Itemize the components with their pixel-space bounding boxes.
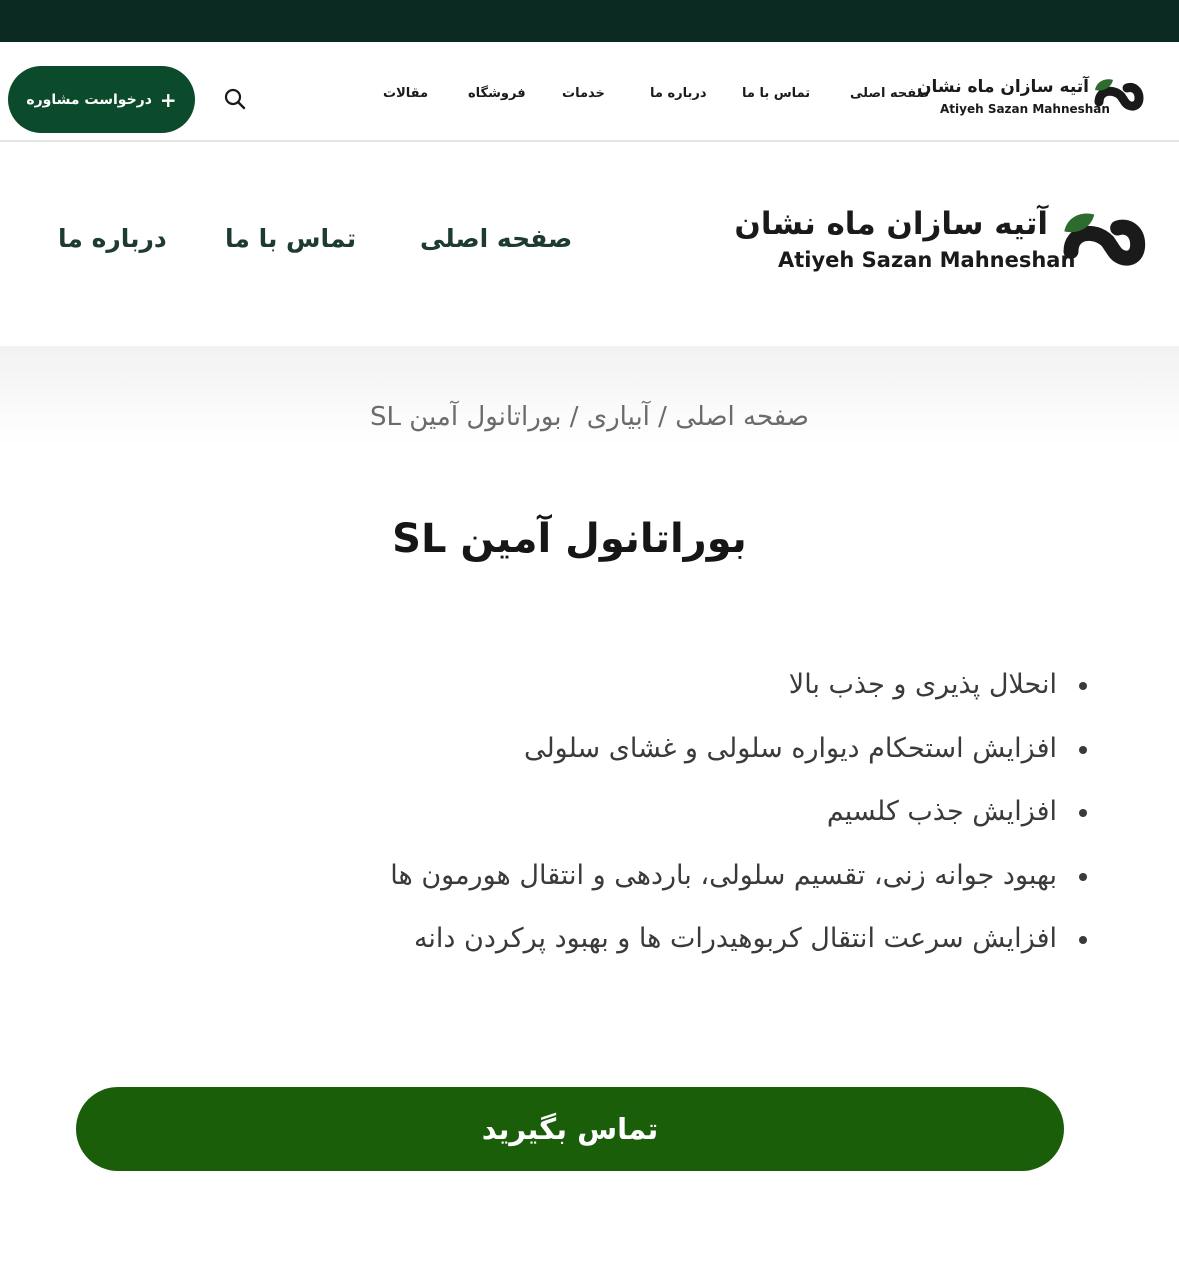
nav-item-services[interactable]: خدمات (562, 86, 605, 101)
plus-icon: + (159, 87, 177, 112)
nav-item-about[interactable]: درباره ما (650, 86, 707, 101)
logo-large-name-fa: آتیه سازان ماه نشان (734, 206, 1048, 242)
list-item (289, 914, 1089, 978)
site-header (0, 42, 1179, 142)
bullet-icon (1079, 746, 1087, 754)
bullet-icon (1079, 936, 1087, 944)
consultation-request-button[interactable] (8, 66, 195, 133)
top-strip (0, 0, 1179, 42)
big-nav-item-about[interactable]: درباره ما (58, 224, 167, 253)
breadcrumb[interactable]: صفحه اصلی / آبیاری / بوراتانول آمین SL (370, 402, 809, 432)
bullet-icon (1079, 809, 1087, 817)
logo-name-en: Atiyeh Sazan Mahneshan (940, 102, 1110, 116)
feature-text: افزایش استحکام دیواره سلولی و غشای سلولی (523, 732, 1057, 764)
bullet-icon (1079, 873, 1087, 881)
nav-item-contact[interactable]: تماس با ما (742, 86, 811, 101)
list-item (289, 851, 1089, 915)
site-logo-large[interactable] (734, 202, 1166, 282)
site-logo[interactable] (917, 74, 1153, 120)
nav-item-home[interactable]: صفحه اصلی (850, 86, 930, 101)
feature-text: بهبود جوانه زنی، تقسیم سلولی، باردهی و انتقال هورمون ها (390, 859, 1057, 891)
bullet-icon (1079, 682, 1087, 690)
logo-name-fa: آتیه سازان ماه نشان (917, 77, 1089, 97)
secondary-header (0, 142, 1179, 346)
contact-us-button[interactable]: تماس بگیرید (76, 1087, 1064, 1171)
feature-text: افزایش سرعت انتقال کربوهیدرات ها و بهبود پرکردن دانه (413, 923, 1057, 954)
logo-large-name-en: Atiyeh Sazan Mahneshan (778, 248, 1076, 272)
consultation-request-label: درخواست مشاوره (26, 91, 152, 108)
page-title: بوراتانول آمین SL (392, 516, 747, 562)
nav-item-articles[interactable]: مقالات (383, 86, 429, 101)
search-icon[interactable] (222, 86, 248, 112)
feature-list (289, 660, 1089, 978)
feature-text: افزایش جذب کلسیم (826, 796, 1057, 827)
big-nav-item-contact[interactable]: تماس با ما (225, 224, 357, 253)
list-item (289, 660, 1089, 724)
big-nav-item-home[interactable]: صفحه اصلی (420, 224, 573, 253)
feature-text: انحلال پذیری و جذب بالا (788, 669, 1057, 700)
breadcrumb-band (0, 346, 1179, 446)
nav-item-shop[interactable]: فروشگاه (468, 86, 526, 101)
list-item (289, 724, 1089, 788)
list-item (289, 787, 1089, 851)
